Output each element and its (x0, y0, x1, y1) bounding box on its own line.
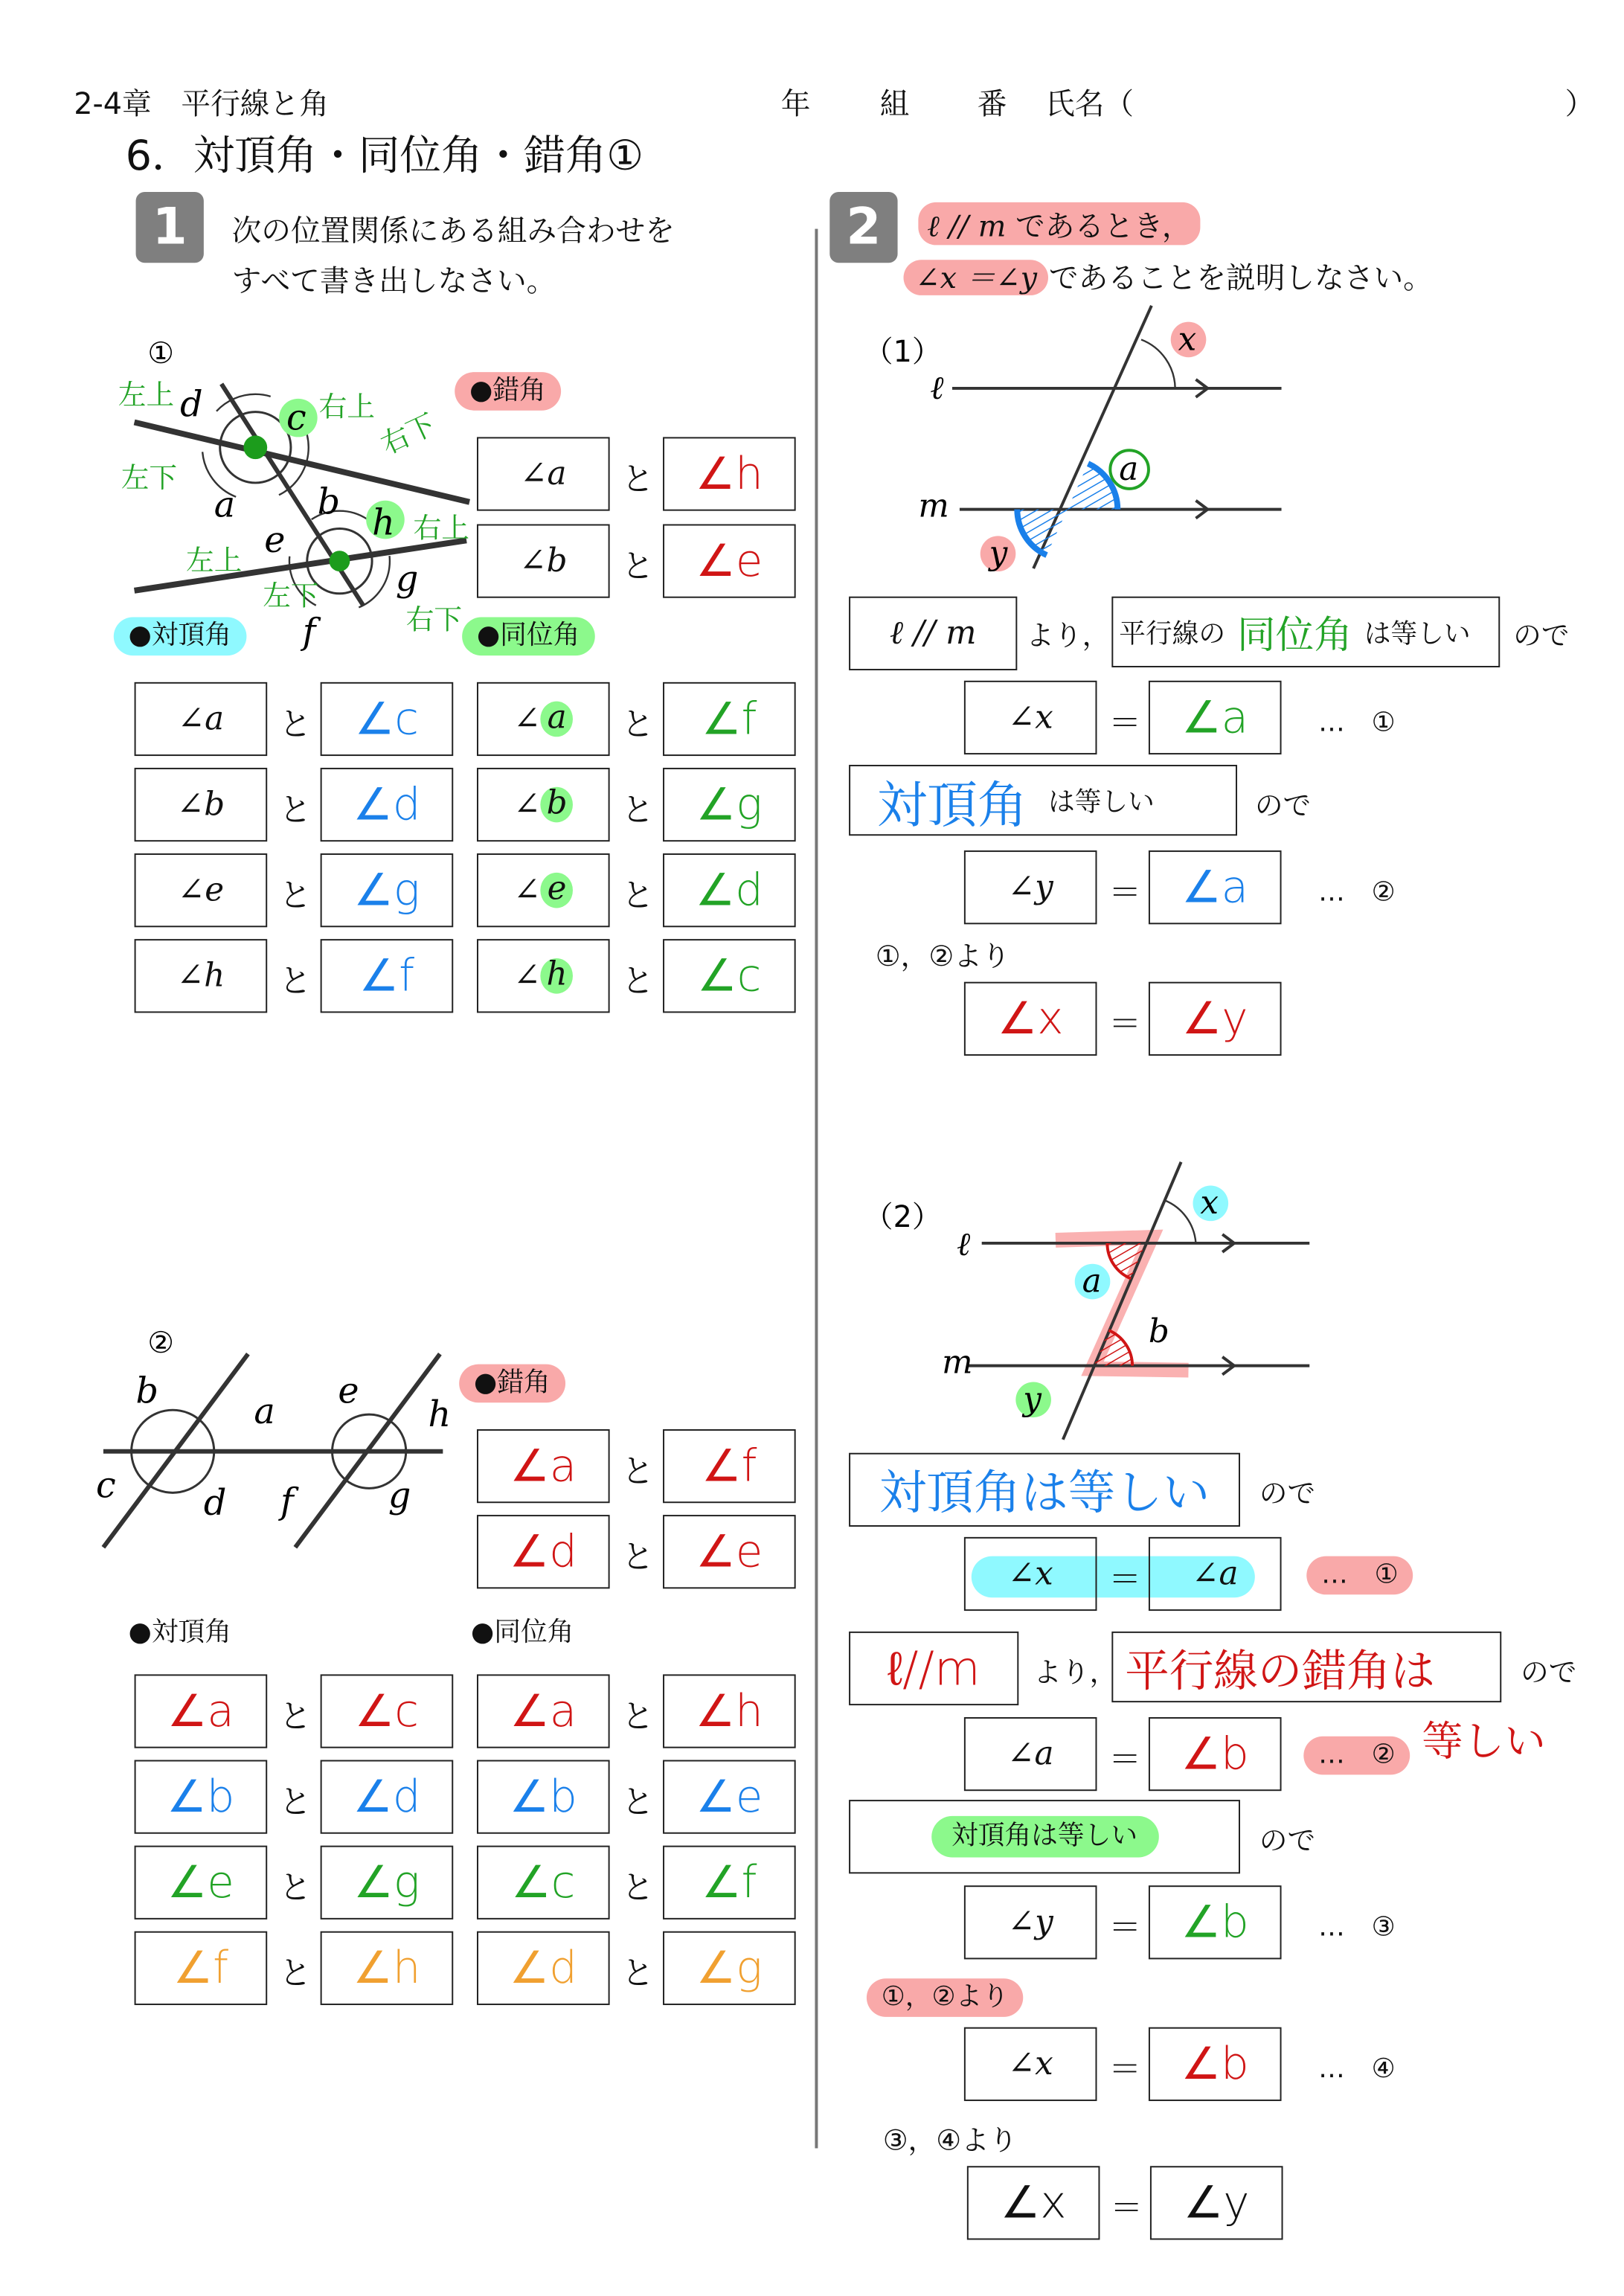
chapter-title: 2-4章 平行線と角 (74, 86, 329, 121)
page-title: 6．対頂角・同位角・錯角① (125, 131, 644, 181)
equals-sign: ＝ (1110, 2190, 1143, 2228)
answer-box[interactable]: ∠e (663, 1515, 796, 1588)
to-label: と (621, 707, 655, 745)
filled-answer: 同位角 (1237, 613, 1352, 658)
angle-symbol: ∠ (513, 786, 541, 824)
angle-symbol: ∠ (513, 957, 541, 995)
q2-text: であるとき， (1015, 208, 1192, 244)
answer-box[interactable]: ∠g (663, 1931, 796, 2005)
answer-box[interactable]: ∠e (663, 1760, 796, 1834)
yori-label: より， (1026, 620, 1111, 653)
note-lower-left: 左下 (263, 579, 319, 612)
to-label: と (621, 462, 655, 499)
answer-box[interactable]: ∠y (1149, 982, 1282, 1056)
angle-b-label: b (1148, 1312, 1169, 1350)
angle-x-label: x (1200, 1184, 1219, 1222)
line-l-label: ℓ (930, 368, 944, 407)
node-label: ので (1513, 620, 1570, 653)
filled-answer: 対頂角 (876, 775, 1028, 836)
to-label: と (279, 1956, 312, 1994)
answer-box[interactable]: ∠b (135, 1760, 268, 1834)
answer-box[interactable]: ∠h (321, 1931, 454, 2005)
line-m-label: m (942, 1343, 973, 1382)
answer-box[interactable]: ∠g (321, 1846, 454, 1920)
premise-box[interactable]: ℓ // m (849, 597, 1017, 670)
equation-mark: … ② (1318, 876, 1396, 908)
yori-label: より， (1033, 1656, 1118, 1690)
question-2-badge: 2 (829, 192, 897, 263)
to-label: と (621, 1539, 655, 1577)
equation-mark: … ② (1303, 1737, 1410, 1775)
answer-box[interactable]: ∠c (321, 1674, 454, 1748)
note-lower-right: 右下 (376, 407, 441, 461)
sub1-label: （1） (863, 335, 942, 370)
angle-label-e: e (264, 520, 286, 562)
answer-box[interactable]: ∠x (964, 2027, 1097, 2101)
answer-box[interactable]: ∠c (663, 939, 796, 1013)
name-close: ） (1564, 86, 1595, 121)
equation-mark: … ③ (1318, 1911, 1396, 1943)
answer-box[interactable]: ∠e (663, 524, 796, 597)
answer-box[interactable]: ∠d (477, 1515, 610, 1588)
answer-box[interactable]: ∠x (964, 982, 1097, 1056)
to-label: と (279, 963, 312, 1001)
equation-mark: … ① (1318, 707, 1396, 739)
answer-box[interactable]: ∠f (135, 1931, 268, 2005)
angle-y-label: y (989, 534, 1008, 573)
equals-sign: ＝ (1108, 2052, 1142, 2090)
answer-box[interactable]: ∠c (321, 682, 454, 756)
answer-box[interactable]: ∠a (1149, 1537, 1282, 1611)
node-label: ので (1254, 789, 1312, 823)
vertical-angles-label: ●対頂角 (128, 1617, 232, 1648)
angle-equality: ∠x ＝∠y (904, 260, 1049, 295)
reason-box[interactable] (1111, 597, 1500, 667)
angle-symbol: ∠ (513, 700, 541, 738)
note-lower-left: 左下 (121, 461, 178, 494)
reason-text: 平行線の (1119, 618, 1226, 650)
name-label: 氏名（ (1045, 86, 1134, 121)
equals-sign: ＝ (1108, 1007, 1142, 1045)
to-label: と (279, 878, 312, 916)
answer-box[interactable] (477, 939, 610, 1013)
equals-sign: ＝ (1108, 1562, 1142, 1600)
reason-box[interactable]: 対頂角は等しい (849, 1453, 1240, 1527)
highlighted-angle: h (541, 958, 574, 994)
intersection-dot (330, 551, 350, 571)
angle-label-f: f (280, 1481, 294, 1523)
answer-box[interactable]: ∠f (663, 1429, 796, 1503)
answer-box[interactable]: ∠d (477, 1931, 610, 2005)
intersection-dot (243, 435, 267, 459)
angle-label-d: d (180, 384, 203, 426)
to-label: と (621, 1785, 655, 1822)
answer-box[interactable] (477, 682, 610, 756)
answer-box[interactable]: ∠y (964, 850, 1097, 924)
answer-box[interactable]: ∠a (964, 1717, 1097, 1791)
answer-box[interactable]: ∠x (964, 1537, 1097, 1611)
answer-box[interactable]: ∠f (321, 939, 454, 1013)
reason-text: は等しい (1047, 786, 1155, 818)
angle-label-h: h (428, 1394, 452, 1436)
diagram-number: ② (147, 1325, 175, 1360)
answer-box[interactable]: ∠g (663, 768, 796, 841)
node-label: ので (1521, 1656, 1577, 1690)
answer-box[interactable]: ∠a (135, 1674, 268, 1748)
note-upper-right: 右上 (413, 511, 470, 545)
to-label: と (621, 1956, 655, 1994)
corresponding-angles-label: ●同位角 (471, 1617, 574, 1648)
answer-box[interactable]: ∠b (477, 1760, 610, 1834)
note-upper-left: 左上 (118, 378, 175, 411)
answer-box[interactable] (477, 853, 610, 927)
answer-box[interactable] (477, 768, 610, 841)
node-label: ので (1259, 1478, 1316, 1511)
to-label: と (279, 1699, 312, 1737)
angle-label-a: a (254, 1391, 275, 1433)
answer-box[interactable]: ∠d (321, 768, 454, 841)
node-label: ので (1259, 1824, 1316, 1858)
angle-a-label: a (1119, 449, 1139, 488)
answer-box[interactable]: ∠e (135, 853, 268, 927)
equals-sign: ＝ (1108, 1910, 1142, 1948)
answer-box[interactable]: ∠x (967, 2166, 1100, 2239)
answer-box[interactable]: ∠f (663, 1846, 796, 1920)
to-label: と (279, 1785, 312, 1822)
from-label: ①，②より (867, 1978, 1024, 2017)
reason-box[interactable] (849, 1800, 1240, 1873)
filled-answer: 対頂角は等しい (931, 1816, 1158, 1858)
answer-box[interactable]: ∠b (1149, 2027, 1282, 2101)
to-label: と (621, 1454, 655, 1492)
answer-box[interactable]: ∠g (321, 853, 454, 927)
equals-sign: ＝ (1108, 705, 1142, 743)
highlighted-angle: a (541, 702, 574, 737)
to-label: と (621, 792, 655, 830)
to-label: と (621, 549, 655, 586)
answer-box[interactable]: ∠b (1149, 1885, 1282, 1959)
answer-box[interactable]: ∠h (663, 437, 796, 510)
from-label: ③，④より (882, 2124, 1018, 2158)
answer-box[interactable]: ∠a (477, 1674, 610, 1748)
reason-box[interactable]: 平行線の錯角は (1111, 1632, 1501, 1702)
equation-mark: … ① (1306, 1556, 1413, 1595)
angle-label-f: f (302, 612, 316, 653)
sub2-label: （2） (863, 1200, 942, 1235)
note-upper-right: 右上 (318, 390, 376, 423)
diagram-number: ① (147, 336, 175, 371)
equation-mark: … ④ (1318, 2053, 1396, 2085)
corresponding-angles-label: ●同位角 (462, 618, 594, 656)
to-label: と (279, 1870, 312, 1908)
angle-x-label: x (1178, 320, 1197, 359)
q2-text: であることを説明しなさい。 (1048, 260, 1433, 295)
angle-label-g: g (395, 558, 419, 600)
premise-box[interactable]: ℓ//m (849, 1632, 1018, 1705)
to-label: と (279, 707, 312, 745)
angle-a-label: a (1082, 1262, 1102, 1301)
year-label: 年 (780, 86, 811, 121)
to-label: と (621, 1870, 655, 1908)
highlighted-angle: e (541, 873, 574, 908)
answer-box[interactable]: ∠a (477, 437, 610, 510)
line-m-label: m (918, 487, 949, 525)
number-label: 番 (977, 86, 1007, 121)
answer-box[interactable]: ∠h (135, 939, 268, 1013)
angle-y-label: y (1023, 1380, 1042, 1419)
highlighted-angle: b (541, 787, 574, 823)
angle-symbol: ∠ (513, 871, 541, 909)
answer-box[interactable]: ∠a (135, 682, 268, 756)
answer-box[interactable]: ∠a (1149, 850, 1282, 924)
class-label: 組 (879, 86, 910, 121)
answer-box[interactable]: ∠b (135, 768, 268, 841)
angle-label-a: a (214, 484, 236, 526)
alternate-angles-label: ●錯角 (459, 1365, 565, 1403)
to-label: と (279, 792, 312, 830)
q1-text-line2: すべて書き出しなさい。 (231, 263, 556, 298)
line-l-label: ℓ (956, 1225, 971, 1263)
answer-box[interactable]: ∠a (477, 1429, 610, 1503)
answer-box[interactable]: ∠d (321, 1760, 454, 1834)
answer-box[interactable]: ∠f (663, 682, 796, 756)
angle-label-d: d (203, 1483, 227, 1524)
answer-box[interactable]: ∠h (663, 1674, 796, 1748)
angle-label-g: g (388, 1475, 411, 1517)
angle-label-c: c (286, 397, 306, 439)
answer-box[interactable]: ∠x (964, 681, 1097, 754)
answer-box[interactable]: ∠c (477, 1846, 610, 1920)
answer-box[interactable]: ∠y (1150, 2166, 1283, 2239)
parallel-condition: ℓ // m (927, 208, 1007, 244)
angle-label-b: b (135, 1370, 159, 1412)
alternate-angles-label: ●錯角 (455, 372, 560, 411)
to-label: と (621, 1699, 655, 1737)
question-1-badge: 1 (136, 192, 204, 263)
answer-box[interactable]: ∠e (135, 1846, 268, 1920)
angle-label-b: b (317, 481, 341, 523)
answer-box[interactable]: ∠b (477, 524, 610, 597)
q1-text-line1: 次の位置関係にある組み合わせを (231, 212, 675, 248)
note-upper-left: 左上 (186, 544, 243, 577)
from-label: ①，②より (875, 940, 1010, 973)
angle-label-c: c (95, 1465, 116, 1507)
reason-box[interactable] (849, 765, 1237, 836)
reason-text: は等しい (1364, 618, 1471, 650)
answer-box[interactable]: ∠y (964, 1885, 1097, 1959)
handwritten-continuation: 等しい (1422, 1716, 1546, 1766)
to-label: と (621, 963, 655, 1001)
answer-box[interactable]: ∠d (663, 853, 796, 927)
to-label: と (621, 878, 655, 916)
angle-label-h: h (372, 502, 395, 544)
vertical-angles-label: ●対頂角 (114, 618, 246, 656)
angle-label-e: e (338, 1370, 359, 1412)
equals-sign: ＝ (1108, 875, 1142, 913)
answer-box[interactable]: ∠a (1149, 681, 1282, 754)
note-lower-right: 右下 (405, 603, 463, 636)
equals-sign: ＝ (1108, 1742, 1142, 1780)
answer-box[interactable]: ∠b (1149, 1717, 1282, 1791)
